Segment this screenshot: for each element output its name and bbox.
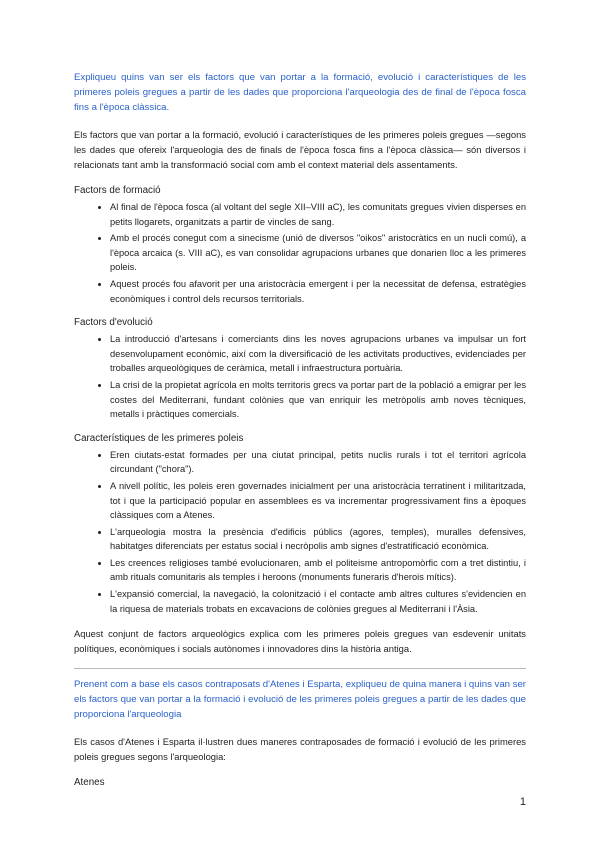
list-item: • La crisi de la propietat agrícola en molts territoris grecs va portar part de la població a emigrar per les costes del Mediterrani, fundant colònies que van enriquir les metròpolis amb noves tècniques, metalls i pràctiques comercials. [110, 378, 526, 422]
question-2: Prenent com a base els casos contraposats d'Atenes i Esparta, expliqueu de quina manera i quins van ser els factors que van portar a la formació i evolució de les primeres poleis gregues a partir de les dades que proporciona l'arqueologia [74, 679, 526, 721]
list-item: • A nivell polític, les poleis eren governades inicialment per una aristocràcia terratinent i militaritzada, tot i que la participació popular en assemblees es va incrementar progressivament fins a èpoques clàssiques com a Atenes. [110, 479, 526, 523]
section-heading-formacio: Factors de formació [74, 185, 161, 196]
list-formacio [74, 200, 526, 306]
intro-paragraph: Els factors que van portar a la formació, evolució i característiques de les primeres poleis gregues —segons les dades que ofereix l'arqueologia des de finals de l'època fosca fins a l'època clàssica— són diversos i relacionats tant amb la transformació social com amb el context material dels assentaments. [74, 129, 526, 170]
heading-atenes: Atenes [74, 777, 105, 789]
list-item: • Les creences religioses també evolucionaren, amb el politeisme antropomòrfic com a tret distintiu, i amb rituals comunitaris als temples i heroons (monuments funeraris d'herois mítics). [110, 556, 526, 585]
section-heading-evolucio: Factors d'evolució [74, 317, 153, 329]
section-divider [74, 668, 526, 669]
list-evolucio [74, 332, 526, 422]
section-heading-caracteristiques: Característiques de les primeres poleis [74, 432, 244, 444]
list-item: • Eren ciutats-estat formades per una ciutat principal, petits nuclis rurals i tot el territori agrícola circundant ("chora"). [110, 448, 526, 477]
document-content [74, 70, 526, 792]
intro2-paragraph: Els casos d'Atenes i Esparta il·lustren dues maneres contraposades de formació i evolució de les primeres poleis gregues segons l'arqueologia: [74, 736, 526, 763]
list-item: • La introducció d'artesans i comerciants dins les noves agrupacions urbanes va impulsar un fort desenvolupament econòmic, així com la diversificació de les activitats productives, evidenciades per troballes arqueològiques de ceràmica, metall i infraestructura portuària. [110, 332, 526, 376]
conclusion-paragraph: Aquest conjunt de factors arqueològics explica com les primeres poleis gregues van esdevenir unitats polítiques, econòmiques i socials autònomes i innovadores dins la història antiga. [74, 628, 526, 655]
list-item: • Aquest procés fou afavorit per una aristocràcia emergent i per la necessitat de defensa, estratègies econòmiques i control dels recursos territorials. [110, 277, 526, 306]
list-item: • L'expansió comercial, la navegació, la colonització i el contacte amb altres cultures s'evidencien en la riquesa de materials trobats en excavacions de colònies gregues al Mediterrani i l'Àsia. [110, 587, 526, 616]
list-item: • L'arqueologia mostra la presència d'edificis públics (agores, temples), muralles defensives, habitatges diferenciats per estatus social i necròpolis amb signes d'estratificació econòmica. [110, 525, 526, 554]
question-1: Expliqueu quins van ser els factors que van portar a la formació, evolució i característiques de les primeres poleis gregues a partir de les dades que proporciona l'arqueologia des de final de l'època fosca fins a l'època clàssica. [74, 72, 526, 113]
list-item: • Amb el procés conegut com a sinecisme (unió de diversos "oikos" aristocràtics en un nucli comú), a l'època arcaica (s. VIII aC), es van consolidar agrupacions urbanes que donarien lloc a les primeres poleis. [110, 231, 526, 275]
list-caracteristiques [74, 448, 526, 617]
page-number: 1 [519, 796, 526, 808]
list-item: • Al final de l'època fosca (al voltant del segle XII–VIII aC), les comunitats gregues vivien disperses en petits llogarets, organitzats a partir de vincles de sang. [110, 200, 526, 229]
